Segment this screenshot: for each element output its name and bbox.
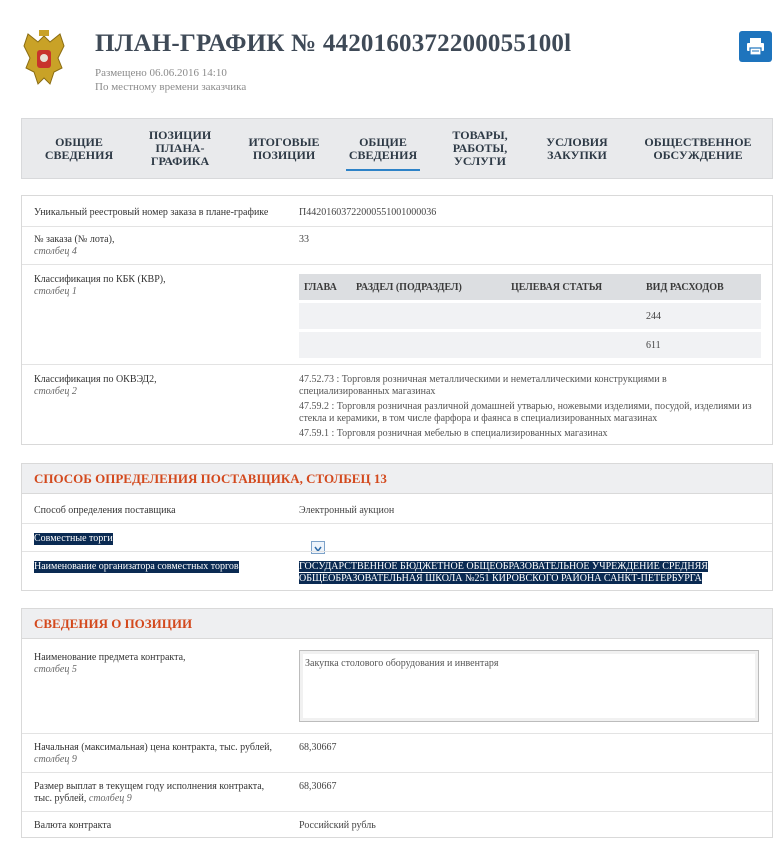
general-info-card — [21, 195, 773, 445]
kbk-table-header — [299, 274, 761, 300]
publish-info — [95, 66, 246, 94]
currency-label: Валюта контракта — [34, 820, 112, 831]
method-row — [22, 494, 772, 523]
max-price-value: 68,30667 — [299, 742, 337, 753]
kbk-table — [299, 274, 761, 358]
tab-general-info[interactable]: ОБЩИЕ СВЕДЕНИЯ — [44, 134, 114, 162]
kbk-label: Классификация по КБК (КВР), столбец 1 — [34, 274, 166, 297]
registry-number-value: П44201603722000551001000036 — [299, 207, 437, 218]
contract-subject-label: Наименование предмета контракта, столбец 5 — [34, 652, 186, 675]
tab-general-info-active[interactable]: ОБЩИЕ СВЕДЕНИЯ — [346, 119, 420, 178]
list-item: 47.59.2 : Торговля розничная различной домашней утварью, ножевыми изделиями, посудой, изделиями из стекла и керамики, в том числе фарфора и фаянса в специализированных магазинах — [299, 401, 752, 424]
okved-label: Классификация по ОКВЭД2, столбец 2 — [34, 374, 157, 397]
payments-row — [22, 772, 772, 811]
joint-tender-row — [22, 523, 772, 551]
tab-purchase-conditions[interactable]: УСЛОВИЯ ЗАКУПКИ — [546, 134, 608, 162]
okved-row — [22, 364, 772, 444]
method-value: Электронный аукцион — [299, 505, 395, 516]
organizer-label: Наименование организатора совместных торгов — [34, 561, 239, 572]
table-row: 611 — [299, 332, 761, 358]
tab-total-positions[interactable]: ИТОГОВЫЕ ПОЗИЦИИ — [248, 134, 320, 162]
coat-of-arms-icon — [20, 28, 68, 90]
organizer-row — [22, 551, 772, 591]
kbk-col-target: ЦЕЛЕВАЯ СТАТЬЯ — [511, 282, 603, 293]
position-info-card — [21, 608, 773, 838]
method-label: Способ определения поставщика — [34, 505, 176, 516]
order-number-row — [22, 226, 772, 264]
tab-public-discussion[interactable]: ОБЩЕСТВЕННОЕ ОБСУЖДЕНИЕ — [644, 134, 752, 162]
contract-subject-row — [22, 639, 772, 723]
payments-label: Размер выплат в текущем году исполнения контракта, тыс. рублей, столбец 9 — [34, 781, 265, 804]
table-row: 244 — [299, 303, 761, 329]
max-price-label: Начальная (максимальная) цена контракта, тыс. рублей, столбец 9 — [34, 742, 272, 765]
section-tabs — [21, 118, 773, 179]
joint-tender-label: Совместные торги — [34, 533, 113, 544]
contract-subject-textarea[interactable]: Закупка столового оборудования и инвентаря — [299, 650, 759, 722]
posted-date: Размещено 06.06.2016 14:10 — [95, 67, 227, 79]
timezone-note: По местному времени заказчика — [95, 81, 247, 93]
order-number-value: 33 — [299, 234, 309, 245]
registry-number-row — [22, 196, 772, 226]
page-title: ПЛАН-ГРАФИК № 4420160372200055100l — [95, 30, 572, 57]
tab-plan-positions[interactable]: ПОЗИЦИИ ПЛАНА-ГРАФИКА — [148, 128, 212, 168]
order-number-label: № заказа (№ лота), столбец 4 — [34, 234, 115, 257]
registry-number-label: Уникальный реестровый номер заказа в плане-графике — [34, 207, 269, 218]
kbk-col-expense-type: ВИД РАСХОДОВ — [646, 282, 724, 293]
list-item: 47.59.1 : Торговля розничная мебелью в специализированных магазинах — [299, 428, 608, 439]
max-price-row — [22, 733, 772, 772]
organizer-value: ГОСУДАРСТВЕННОЕ БЮДЖЕТНОЕ ОБЩЕОБРАЗОВАТЕЛЬНОЕ УЧРЕЖДЕНИЕ СРЕДНЯЯ ОБЩЕОБРАЗОВАТЕЛЬНАЯ ШКОЛА №251 КИРОВСКОГО РАЙОНА САНКТ-ПЕТЕРБУРГА — [299, 561, 708, 584]
okved-list — [299, 374, 759, 443]
print-button[interactable] — [739, 31, 772, 62]
kbk-col-section: РАЗДЕЛ (ПОДРАЗДЕЛ) — [356, 282, 462, 293]
supplier-method-heading: СПОСОБ ОПРЕДЕЛЕНИЯ ПОСТАВЩИКА, СТОЛБЕЦ 13 — [22, 464, 772, 494]
currency-value: Российский рубль — [299, 820, 376, 831]
currency-row — [22, 811, 772, 837]
list-item: 47.52.73 : Торговля розничная металлическими и неметаллическими конструкциями в специализированных магазинах — [299, 374, 667, 397]
kbk-row — [22, 264, 772, 364]
printer-icon — [746, 37, 765, 56]
payments-value: 68,30667 — [299, 781, 337, 792]
position-info-heading: СВЕДЕНИЯ О ПОЗИЦИИ — [22, 609, 772, 639]
tab-goods-works-services[interactable]: ТОВАРЫ, РАБОТЫ, УСЛУГИ — [452, 128, 508, 168]
supplier-method-card — [21, 463, 773, 591]
kbk-col-chapter: ГЛАВА — [304, 282, 337, 293]
